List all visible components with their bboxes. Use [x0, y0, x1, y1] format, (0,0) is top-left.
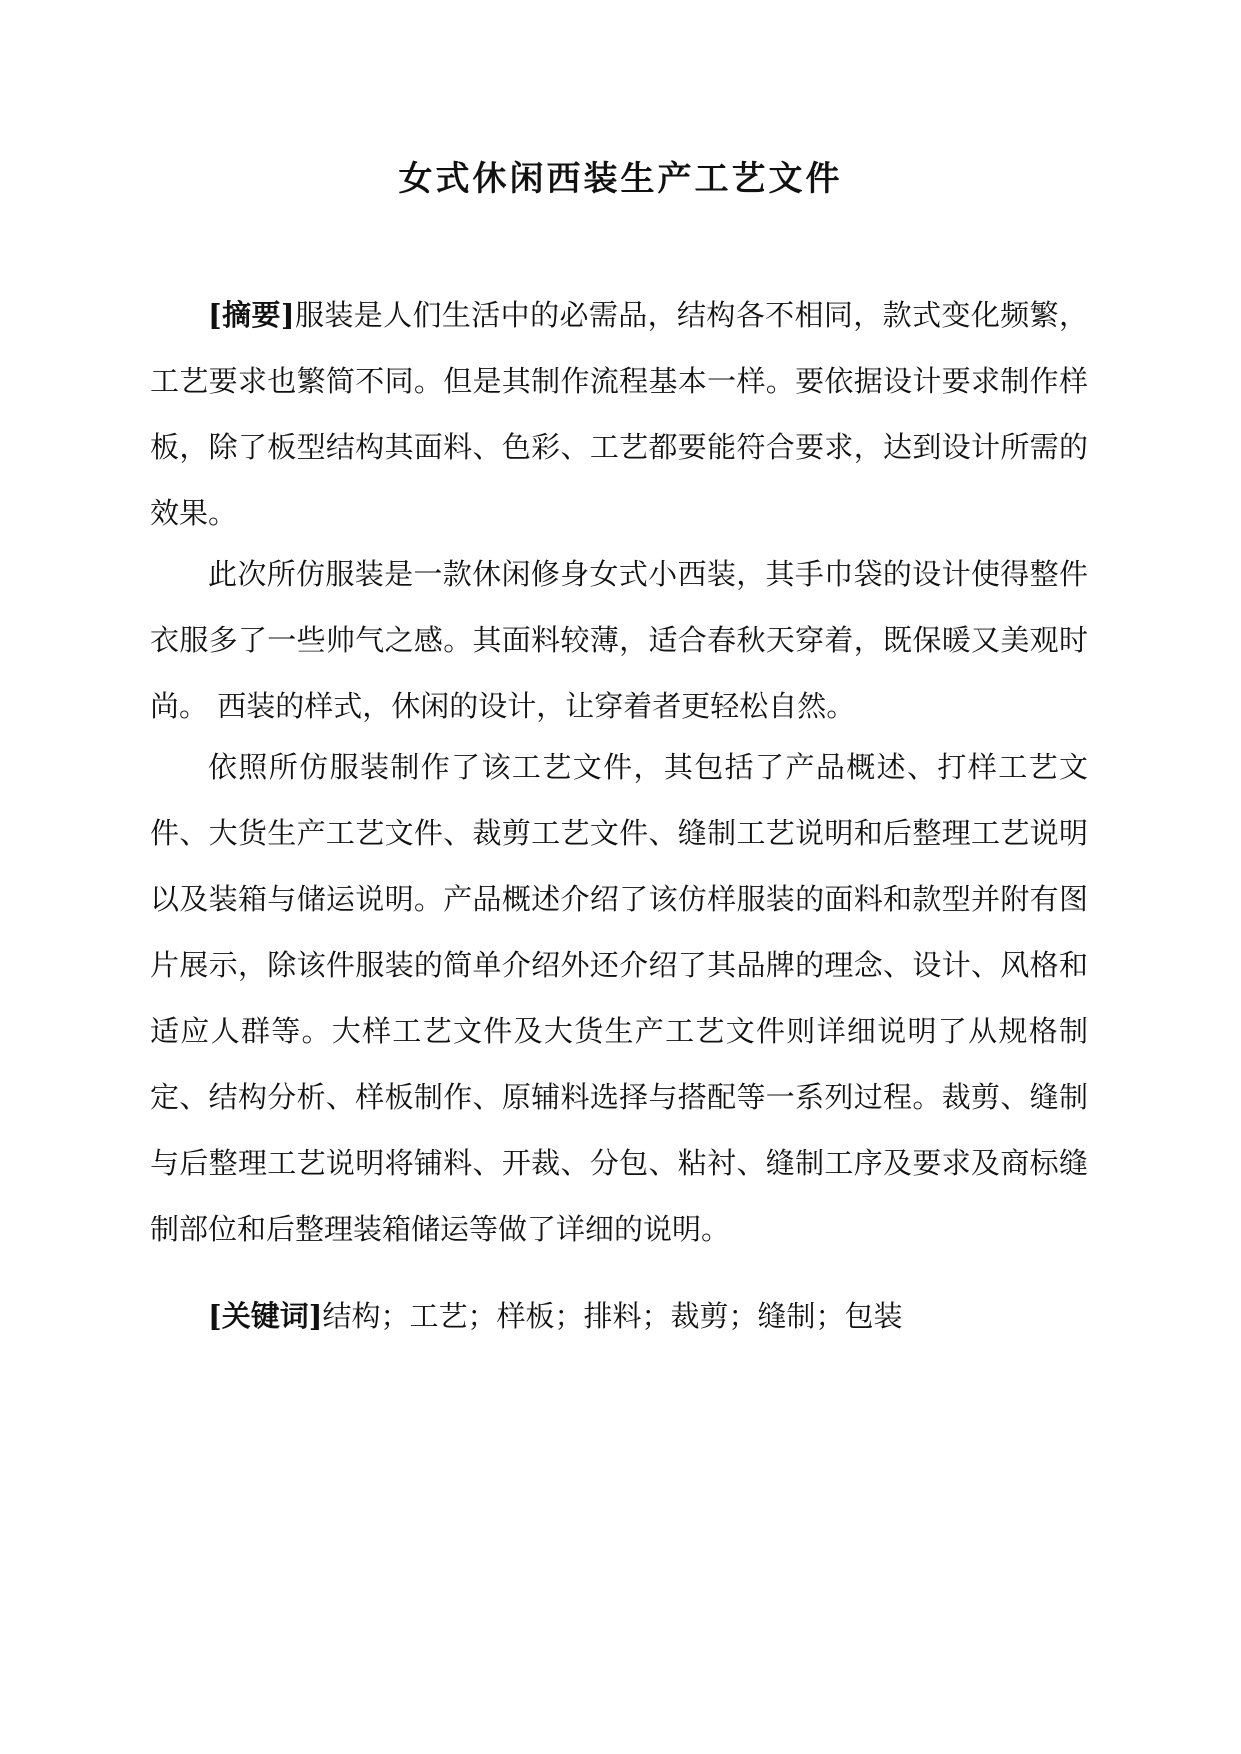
document-title: 女式休闲西装生产工艺文件	[398, 159, 843, 199]
abstract-label: [摘要]	[208, 298, 295, 332]
keywords-text: 结构；工艺；样板；排料；裁剪；缝制；包装	[322, 1299, 903, 1333]
abstract-paragraph	[150, 282, 1088, 546]
abstract-text: 服装是人们生活中的必需品，结构各不相同，款式变化频繁，工艺要求也繁简不同。但是其制作流程基本一样。要依据设计要求制作样板，除了板型结构其面料、色彩、工艺都要能符合要求，达到设计所需的效果。	[150, 298, 1088, 530]
body-paragraph-2: 此次所仿服装是一款休闲修身女式小西装，其手巾袋的设计使得整件衣服多了一些帅气之感。其面料较薄，适合春秋天穿着，既保暖又美观时尚。 西装的样式，休闲的设计，让穿着者更轻松自然。	[150, 557, 1088, 723]
keywords-paragraph	[150, 1283, 1088, 1349]
body-paragraph-3: 依照所仿服装制作了该工艺文件，其包括了产品概述、打样工艺文件、大货生产工艺文件、裁剪工艺文件、缝制工艺说明和后整理工艺说明以及装箱与储运说明。产品概述介绍了该仿样服装的面料和款型并附有图片展示，除该件服装的简单介绍外还介绍了其品牌的理念、设计、风格和适应人群等。大样工艺文件及大货生产工艺文件则详细说明了从规格制定、结构分析、样板制作、原辅料选择与搭配等一系列过程。裁剪、缝制与后整理工艺说明将铺料、开裁、分包、粘衬、缝制工序及要求及商标缝制部位和后整理装箱储运等做了详细的说明。	[150, 750, 1088, 1246]
keywords-label: [关键词]	[208, 1299, 323, 1333]
